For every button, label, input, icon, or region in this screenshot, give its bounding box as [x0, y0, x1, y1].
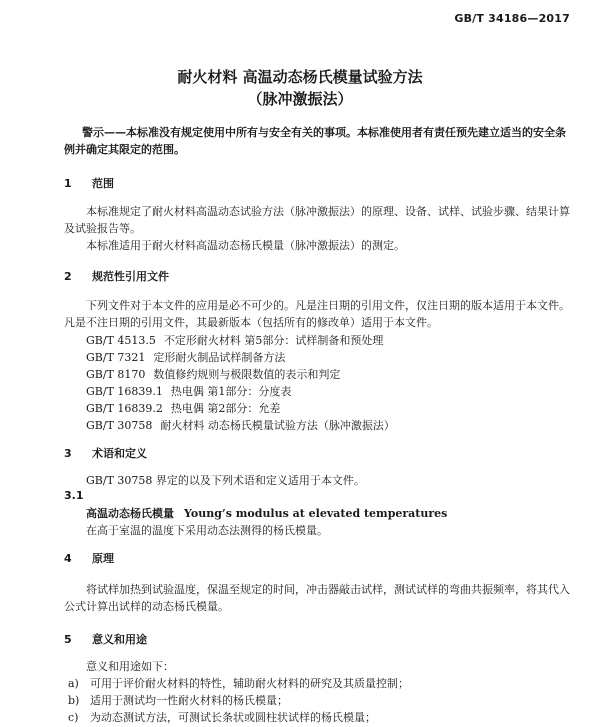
- term-heading: [86, 505, 447, 521]
- standard-code: GB/T 34186—2017: [454, 12, 570, 25]
- reference-item: [86, 332, 383, 348]
- reference-title: 不定形耐火材料 第5部分：试样制备和预处理: [163, 334, 384, 347]
- section-1-heading: [64, 175, 114, 191]
- list-item-text: 为动态测试方法，可测试长条状或圆柱状试样的杨氏模量；: [90, 711, 376, 724]
- section-number: 5: [64, 633, 72, 646]
- section-2-heading: [64, 268, 169, 284]
- reference-title: 数值修约规则与极限数值的表示和判定: [153, 368, 341, 381]
- document-subtitle: （脉冲激振法）: [247, 90, 353, 108]
- reference-code: GB/T 30758: [86, 419, 153, 432]
- reference-title: 热电偶 第2部分：允差: [170, 402, 281, 415]
- reference-code: GB/T 7321: [86, 351, 146, 364]
- warning-notice: 警示——本标准没有规定使用中所有与安全有关的事项。本标准使用者有责任预先建立适当的安全条例并确定其限定的范围。: [64, 126, 566, 156]
- term-number: 3.1: [64, 489, 84, 502]
- list-item: [64, 675, 409, 691]
- term-english: Young’s modulus at elevated temperatures: [184, 507, 448, 520]
- section-number: 2: [64, 270, 72, 283]
- term-chinese: 高温动态杨氏模量: [86, 507, 174, 520]
- section-4-paragraph: 将试样加热到试验温度，保温至规定的时间，冲击器敲击试样，测试试样的弯曲共振频率，将其代入公式计算出试样的动态杨氏模量。: [64, 583, 570, 613]
- reference-item: [86, 417, 395, 433]
- section-title: 原理: [92, 552, 114, 565]
- section-1-paragraph-1: 本标准规定了耐火材料高温动态试验方法（脉冲激振法）的原理、设备、试样、试验步骤、结果计算及试验报告等。: [64, 205, 570, 235]
- list-item-label: b): [68, 694, 80, 707]
- section-number: 4: [64, 552, 72, 565]
- section-3-intro: GB/T 30758 界定的以及下列术语和定义适用于本文件。: [86, 474, 365, 487]
- section-number: 1: [64, 177, 72, 190]
- reference-item: [86, 383, 291, 399]
- list-item-label: c): [68, 711, 79, 724]
- list-item: [64, 709, 376, 725]
- reference-code: GB/T 16839.2: [86, 402, 163, 415]
- term-definition: 在高于室温的温度下采用动态法测得的杨氏模量。: [86, 524, 328, 537]
- section-4-heading: [64, 550, 114, 566]
- section-title: 意义和用途: [92, 633, 147, 646]
- document-title: 耐火材料 高温动态杨氏模量试验方法: [177, 68, 423, 86]
- reference-title: 耐火材料 动态杨氏模量试验方法（脉冲激振法）: [160, 419, 395, 432]
- section-title: 规范性引用文件: [92, 270, 169, 283]
- list-item-text: 可用于评价耐火材料的特性，辅助耐火材料的研究及其质量控制；: [90, 677, 409, 690]
- list-item-text: 适用于测试均一性耐火材料的杨氏模量；: [90, 694, 288, 707]
- reference-item: [86, 349, 285, 365]
- reference-code: GB/T 4513.5: [86, 334, 156, 347]
- section-2-intro: 下列文件对于本文件的应用是必不可少的。凡是注日期的引用文件，仅注日期的版本适用于本文件。凡是不注日期的引用文件，其最新版本（包括所有的修改单）适用于本文件。: [64, 299, 570, 329]
- section-3-heading: [64, 445, 147, 461]
- section-5-heading: [64, 631, 147, 647]
- section-5-intro: 意义和用途如下：: [86, 660, 174, 673]
- section-number: 3: [64, 447, 72, 460]
- reference-item: [86, 366, 340, 382]
- list-item-label: a): [68, 677, 79, 690]
- list-item: [64, 692, 288, 708]
- reference-title: 定形耐火制品试样制备方法: [153, 351, 286, 364]
- section-title: 术语和定义: [92, 447, 147, 460]
- reference-code: GB/T 16839.1: [86, 385, 163, 398]
- reference-item: [86, 400, 280, 416]
- reference-title: 热电偶 第1部分：分度表: [170, 385, 292, 398]
- reference-code: GB/T 8170: [86, 368, 146, 381]
- section-title: 范围: [92, 177, 114, 190]
- section-1-paragraph-2: 本标准适用于耐火材料高温动态杨氏模量（脉冲激振法）的测定。: [86, 239, 405, 252]
